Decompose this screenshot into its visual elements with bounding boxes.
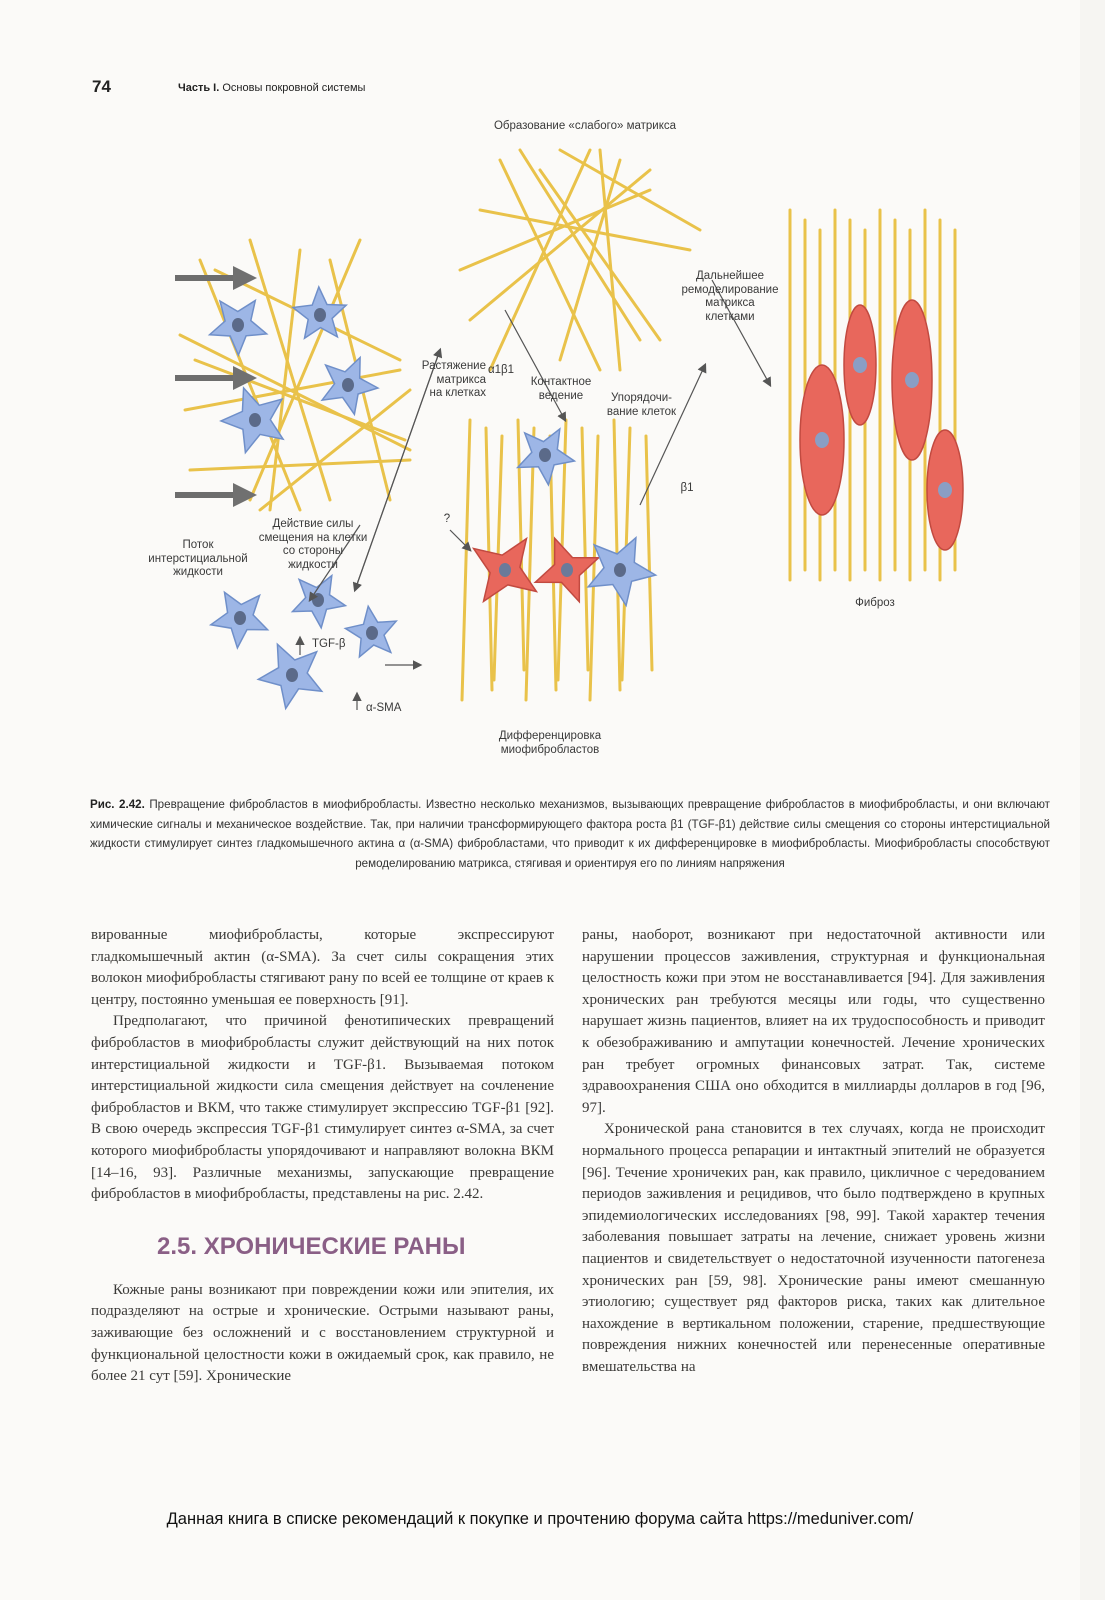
text-column-left xyxy=(91,925,554,1388)
cell-nucleus xyxy=(905,372,919,388)
figure-illustration xyxy=(0,110,1080,790)
cell-nucleus xyxy=(234,611,246,625)
cell-nucleus xyxy=(366,626,378,640)
cell-nucleus xyxy=(853,357,867,373)
cell-nucleus xyxy=(815,432,829,448)
cell-nucleus xyxy=(938,482,952,498)
collagen-fiber xyxy=(646,436,652,670)
cell-nucleus xyxy=(286,668,298,682)
label-contact-guidance: Контактное ведение xyxy=(530,376,592,402)
paragraph: Кожные раны возникают при повреждении кожи или эпителия, их подразделяют на острые и хронические. Острыми называют раны, заживающие без осложнений и с восстановлением структурной и функциональной целостности кожи в ожидаемый срок, как правило, не более 21 сут [59]. Хронические xyxy=(91,1281,554,1385)
paragraph: Хронической рана становится в тех случаях, когда не происходит нормального процесса репарации и интактный эпителий не образуется [96]. Течение хроничеких ран, как правило, цикличное с чередованием периодов заживления и рецидивов, что было подтверждено в крупных эпидемиологических исследованиях [98, 99]. Такой характер течения заболевания повышает затраты на лечение, снижает уровень жизни пациентов и свидетельствует о недостаточной изученности патогенеза хронических ран [59, 98]. Хронические раны имеют смешанную этиологию; существует ряд факторов риска, таких как длительное нахождение в вертикальном положении, старение, предшествующие повреждения нижних конечностей или перенесенные оперативные вмешательства на xyxy=(582,1121,1045,1375)
collagen-fiber xyxy=(520,150,640,340)
footer-note: Данная книга в списке рекомендаций к покупке и прочтению форума сайта https://meduniver.com/ xyxy=(166,1510,914,1528)
paragraph: Предполагают, что причиной фенотипических превращений фибробластов в миофибробласты служит действующий на них поток интерстициальной жидкости и TGF-β1. Вызываемая потоком интерстициальной жидкости сила смещения действует на сочленение фибробластов и ВКМ, что также стимулирует экспрессию TGF-β1 [92]. В свою очередь экспрессия TGF-β1 стимулирует синтез α-SMA, за счет которого миофибробласты упорядочивают и направляют волокна ВКМ [14–16, 93]. Различные механизмы, запускающие превращение фибробластов в миофибробласты, представлены на рис. 2.42. xyxy=(91,1013,554,1203)
cell-nucleus xyxy=(614,563,626,577)
collagen-fiber xyxy=(190,460,410,470)
paragraph: вированные миофибробласты, которые экспрессируют гладкомышечный актин (α-SMA). За счет силы сокращения этих волокон миофибробласты стягивают рану по всей ее толщине от краев к центру, постоянно уменьшая ее поверхность [91]. xyxy=(91,927,554,1008)
collagen-fiber xyxy=(582,428,588,670)
label-fibrosis: Фиброз xyxy=(855,597,895,609)
label-alpha-sma: α-SMA xyxy=(366,702,402,714)
label-tgf-beta: TGF-β xyxy=(312,638,346,650)
text-column-right xyxy=(582,925,1045,1378)
collagen-fiber xyxy=(590,436,598,700)
cell-nucleus xyxy=(561,563,573,577)
label-cell-ordering: Упорядочи- вание клеток xyxy=(606,392,677,418)
collagen-fiber xyxy=(195,360,405,440)
caption-label: Рис. 2.42. xyxy=(90,798,145,811)
cell-nucleus xyxy=(232,318,244,332)
collagen-fiber xyxy=(250,240,330,500)
figure-caption xyxy=(90,795,1050,873)
section-heading: 2.5. ХРОНИЧЕСКИЕ РАНЫ xyxy=(157,1232,466,1260)
running-head xyxy=(178,82,365,94)
figure-2-42 xyxy=(0,110,1080,790)
cell-nucleus xyxy=(249,413,261,427)
label-weak-matrix: Образование «слабого» матрикса xyxy=(493,120,677,132)
label-remodeling: Дальнейшее ремоделирование матрикса клетками xyxy=(681,270,779,323)
collagen-fiber xyxy=(250,240,360,500)
cell-nucleus xyxy=(314,308,326,322)
label-alpha1beta1: α1β1 xyxy=(488,364,515,376)
page-number: 74 xyxy=(92,77,111,96)
label-differentiation: Дифференцировка миофибробластов xyxy=(498,730,602,756)
label-question: ? xyxy=(443,513,451,525)
collagen-fiber xyxy=(470,170,650,320)
caption-text: Превращение фибробластов в миофибробласты. Известно несколько механизмов, вызывающих превращение фибробластов в миофибробласты, и они включают химические сигналы и механическое воздействие. Так, при наличии трансформирующего фактора роста β1 (TGF-β1) действие силы смещения со стороны интерстициальной жидкости стимулирует синтез гладкомышечного актина α (α-SMA) фибробластами, что приводит к их дифференцировке в миофибробласты. Миофибробласты способствуют ремоделированию матрикса, стягивая и ориентируя его по линиям напряжения xyxy=(90,798,1050,870)
paragraph: раны, наоборот, возникают при недостаточной активности или нарушении процессов заживления, структурная и функциональная целостность кожи при этом не восстанавливается [94]. Для заживления хронических ран требуются месяцы или годы, что существенно нарушает жизнь пациентов, влияет на их трудоспособность и приводит к обезображиванию и ампутации конечностей. Лечение хронических ран требует огромных финансовых затрат. Так, системе здравоохранения США оно обходится в миллиарды долларов в год [96, 97]. xyxy=(582,927,1045,1116)
label-beta1: β1 xyxy=(680,482,694,494)
collagen-fiber xyxy=(462,420,470,700)
collagen-fiber xyxy=(526,428,534,700)
label-shear-force: Действие силы смещения на клетки со стороны жидкости xyxy=(258,518,368,571)
collagen-fiber xyxy=(500,160,600,370)
label-fluid-flow: Поток интерстициальной жидкости xyxy=(148,539,248,578)
cell-nucleus xyxy=(539,448,551,462)
cell-nucleus xyxy=(342,378,354,392)
cell-nucleus xyxy=(499,563,511,577)
part-label: Часть I. xyxy=(178,82,220,94)
label-stretch: Растяжение матрикса на клетках xyxy=(421,360,486,399)
collagen-fiber xyxy=(460,190,650,270)
part-title: Основы покровной системы xyxy=(222,82,366,94)
